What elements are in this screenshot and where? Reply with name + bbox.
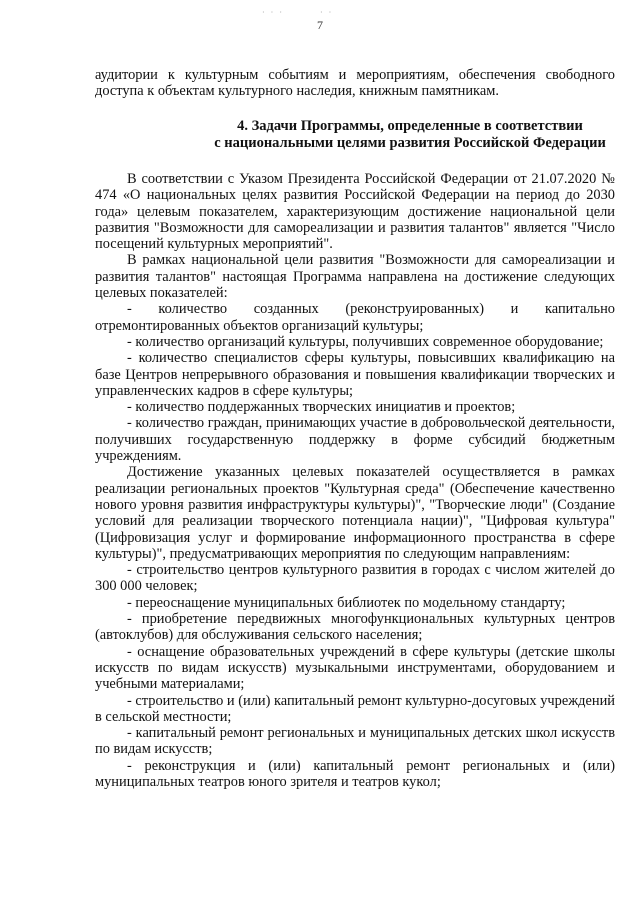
- paragraph: В соответствии с Указом Президента Российской Федерации от 21.07.2020 № 474 «О национальных целях развития Российской Федерации на период до 2030 года» целевым показателем, характеризующим достижение национальной цели развития "Возможности для самореализации и развития талантов" является "Число посещений культурных мероприятий".: [95, 171, 615, 253]
- list-item: - переоснащение муниципальных библиотек по модельному стандарту;: [127, 594, 566, 611]
- list-item: - оснащение образовательных учреждений в сфере культуры (детские школы искусств по видам искусств) музыкальными инструментами, оборудованием и учебными материалами;: [95, 643, 615, 693]
- page-number: 7: [317, 18, 323, 32]
- paragraph: Достижение указанных целевых показателей осуществляется в рамках реализации региональных проектов "Культурная среда" (Обеспечение качественно нового уровня развития инфраструктуры культуры)", "Творческие люди" (Создание условий для реализации творческого потенциала нации)", "Цифровая культура" (Цифровизация услуг и формирование информационного пространства в сфере культуры)", предусматривающих мероприятия по следующим направлениям:: [95, 464, 615, 562]
- list-item: - количество созданных (реконструированных) и капитально отремонтированных объектов организаций культуры;: [95, 301, 615, 334]
- list-item: - количество поддержанных творческих инициатив и проектов;: [127, 399, 516, 416]
- paragraph: В рамках национальной цели развития "Возможности для самореализации и развития талантов" настоящая Программа направлена на достижение следующих целевых показателей:: [95, 252, 615, 302]
- list-item: - капитальный ремонт региональных и муниципальных детских школ искусств по видам искусств;: [95, 725, 615, 758]
- section-heading: [95, 118, 615, 152]
- section-body: [95, 171, 615, 790]
- section-heading-line: с национальными целями развития Российской Федерации: [214, 135, 606, 151]
- intro-paragraph: аудитории к культурным событиям и мероприятиям, обеспечения свободного доступа к объектам культурного наследия, книжным памятникам.: [95, 67, 615, 100]
- list-item: - строительство и (или) капитальный ремонт культурно-досуговых учреждений в сельской местности;: [95, 692, 615, 725]
- list-item: - приобретение передвижных многофункциональных культурных центров (автоклубов) для обслуживания сельского населения;: [95, 611, 615, 644]
- list-item: - реконструкция и (или) капитальный ремонт региональных и (или) муниципальных театров юного зрителя и театров кукол;: [95, 757, 615, 790]
- list-item: - количество специалистов сферы культуры, повысивших квалификацию на базе Центров непрерывного образования и повышения квалификации творческих и управленческих кадров в сфере культуры;: [95, 350, 615, 399]
- list-item: - количество граждан, принимающих участие в добровольческой деятельности, получивших государственную поддержку в форме субсидий бюджетным учреждениям.: [95, 415, 615, 465]
- list-item: - строительство центров культурного развития в городах с числом жителей до 300 000 человек;: [95, 562, 615, 595]
- scan-artifact: · · ·: [262, 8, 284, 17]
- list-item: - количество организаций культуры, получивших современное оборудование;: [127, 333, 604, 350]
- scan-artifact: · ·: [320, 8, 334, 17]
- section-heading-line: 4. Задачи Программы, определенные в соответствии: [237, 118, 583, 134]
